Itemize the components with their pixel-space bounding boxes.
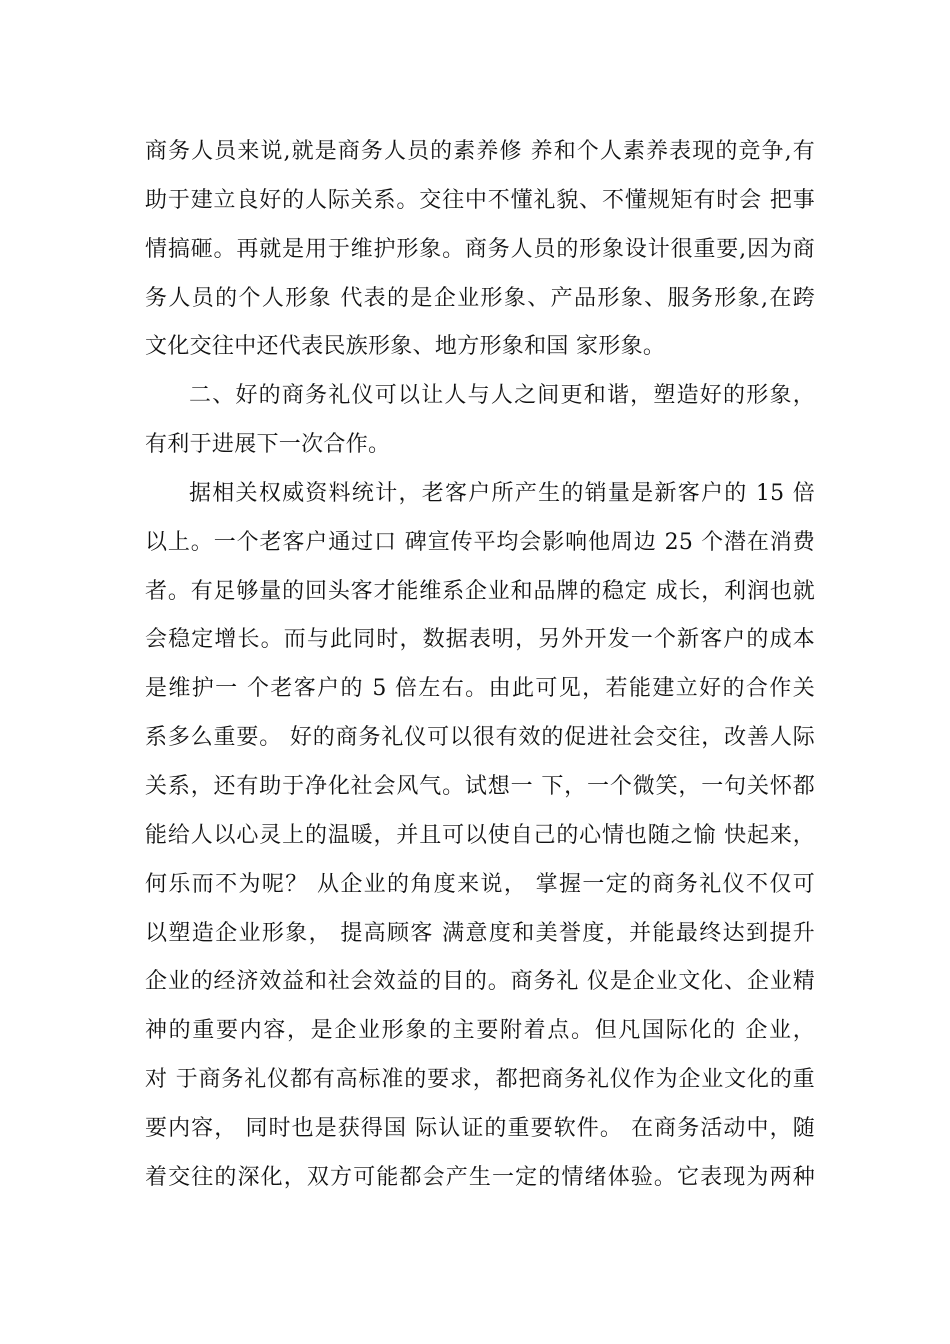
text-line: 对 于商务礼仪都有高标准的要求，都把商务礼仪作为企业文化的重 — [145, 1067, 815, 1093]
text-line: 是维护一 个老客户的 5 倍左右。由此可见，若能建立好的合作关 — [145, 676, 815, 702]
text-line: 情搞砸。再就是用于维护形象。商务人员的形象设计很重要,因为商 — [145, 236, 815, 262]
text-line: 会稳定增长。而与此同时，数据表明，另外开发一个新客户的成本 — [145, 627, 815, 653]
text-line: 神的重要内容，是企业形象的主要附着点。但凡国际化的 企业， — [145, 1018, 815, 1044]
paragraph-1 — [145, 128, 815, 372]
text-line: 以上。一个老客户通过口 碑宣传平均会影响他周边 25 个潜在消费 — [145, 529, 815, 555]
text-line: 有利于进展下一次合作。 — [145, 432, 391, 458]
text-line: 系多么重要。 好的商务礼仪可以很有效的促进社会交往，改善人际 — [145, 725, 815, 751]
text-line: 商务人员来说,就是商务人员的素养修 养和个人素养表现的竞争,有 — [145, 139, 815, 164]
text-line: 企业的经济效益和社会效益的目的。商务礼 仪是企业文化、企业精 — [145, 969, 815, 995]
paragraph-2 — [145, 372, 815, 470]
text-line: 助于建立良好的人际关系。交往中不懂礼貌、不懂规矩有时会 把事 — [145, 187, 815, 213]
text-line: 关系，还有助于净化社会风气。试想一 下，一个微笑，一句关怀都 — [145, 773, 815, 799]
document-body — [145, 128, 815, 1203]
text-line: 据相关权威资料统计，老客户所产生的销量是新客户的 15 倍 — [189, 480, 815, 506]
text-line: 能给人以心灵上的温暖，并且可以使自己的心情也随之愉 快起来， — [145, 822, 815, 848]
text-line: 者。有足够量的回头客才能维系企业和品牌的稳定 成长，利润也就 — [145, 578, 815, 604]
text-line: 文化交往中还代表民族形象、地方形象和国 家形象。 — [145, 334, 666, 360]
text-line: 二、好的商务礼仪可以让人与人之间更和谐，塑造好的形象， — [189, 383, 815, 409]
text-line: 要内容， 同时也是获得国 际认证的重要软件。 在商务活动中，随 — [145, 1115, 815, 1141]
text-line: 以塑造企业形象， 提高顾客 满意度和美誉度，并能最终达到提升 — [145, 920, 815, 946]
text-line: 何乐而不为呢？ 从企业的角度来说， 掌握一定的商务礼仪不仅可 — [145, 871, 815, 897]
text-line: 务人员的个人形象 代表的是企业形象、产品形象、服务形象,在跨 — [145, 285, 815, 311]
text-line: 着交往的深化，双方可能都会产生一定的情绪体验。它表现为两种 — [145, 1164, 815, 1190]
paragraph-3 — [145, 470, 815, 1203]
